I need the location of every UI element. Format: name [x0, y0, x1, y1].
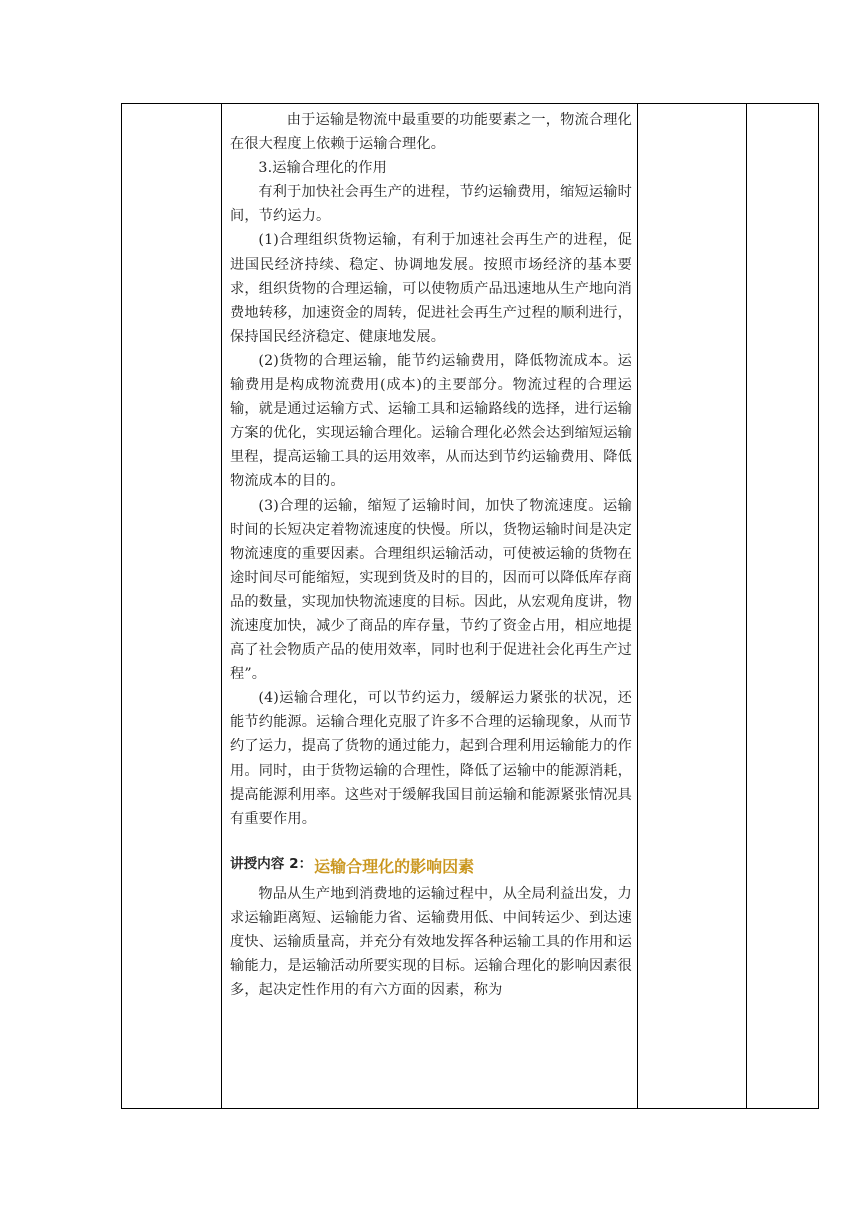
point-4-paragraph: (4)运输合理化，可以节约运力，缓解运力紧张的状况，还能节约能源。运输合理化克服了许多不合理的运输现象，从而节约了运力，提高了货物的通过能力，起到合理利用运输能力的作用。同时，由于货物运输的合理性，降低了运输中的能源消耗，提高能源利用率。这些对于缓解我国目前运输和能源紧张情况具有重要作用。 — [230, 690, 632, 827]
table-border-col1 — [221, 103, 222, 1109]
section-2-heading — [230, 851, 632, 874]
section-2-title: 运输合理化的影响因素 — [314, 856, 475, 876]
intro-paragraph: 由于运输是物流中最重要的功能要素之一，物流合理化在很大程度上依赖于运输合理化。 — [230, 112, 632, 153]
section-2-label: 讲授内容 2： — [230, 856, 313, 873]
table-border-right — [818, 103, 819, 1109]
point-2-paragraph: (2)货物的合理运输，能节约运输费用，降低物流成本。运输费用是构成物流费用(成本)的主要部分。物流过程的合理运输，就是通过运输方式、运输工具和运输路线的选择，进行运输方案的优化，实现运输合理化。运输合理化必然会达到缩短运输里程，提高运输工具的运用效率，从而达到节约运输费用、降低物流成本的目的。 — [230, 352, 632, 490]
table-border-left — [121, 103, 122, 1109]
table-top-border — [121, 103, 818, 104]
section-heading-3: 3.运输合理化的作用 — [258, 160, 387, 177]
lesson-content-cell — [230, 108, 632, 1002]
table-bottom-border — [121, 1108, 818, 1109]
point-1-paragraph: (1)合理组织货物运输，有利于加速社会再生产的进程，促进国民经济持续、稳定、协调地发展。按照市场经济的基本要求，组织货物的合理运输，可以使物质产品迅速地从生产地向消费地转移，加速资金的周转，促进社会再生产过程的顺利进行，保持国民经济稳定、健康地发展。 — [230, 232, 632, 345]
table-border-col2 — [637, 103, 638, 1109]
table-border-col3 — [746, 103, 747, 1109]
spacer — [230, 831, 632, 845]
summary-paragraph: 有利于加快社会再生产的进程，节约运输费用，缩短运输时间，节约运力。 — [230, 184, 632, 225]
point-3-paragraph: (3)合理的运输，缩短了运输时间，加快了物流速度。运输时间的长短决定着物流速度的快慢。所以，货物运输时间是决定物流速度的重要因素。合理组织运输活动，可使被运输的货物在途时间尽可能缩短，实现到货及时的目的，因而可以降低库存商品的数量，实现加快物流速度的目标。因此，从宏观角度讲，物流速度加快，减少了商品的库存量，节约了资金占用，相应地提高了社会物质产品的使用效率，同时也利于促进社会化再生产过程”。 — [230, 497, 632, 683]
section-2-paragraph: 物品从生产地到消费地的运输过程中，从全局利益出发，力求运输距离短、运输能力省、运输费用低、中间转运少、到达速度快、运输质量高，并充分有效地发挥各种运输工具的作用和运输能力，是运输活动所要实现的目标。运输合理化的影响因素很多，起决定性作用的有六方面的因素，称为 — [230, 885, 632, 999]
